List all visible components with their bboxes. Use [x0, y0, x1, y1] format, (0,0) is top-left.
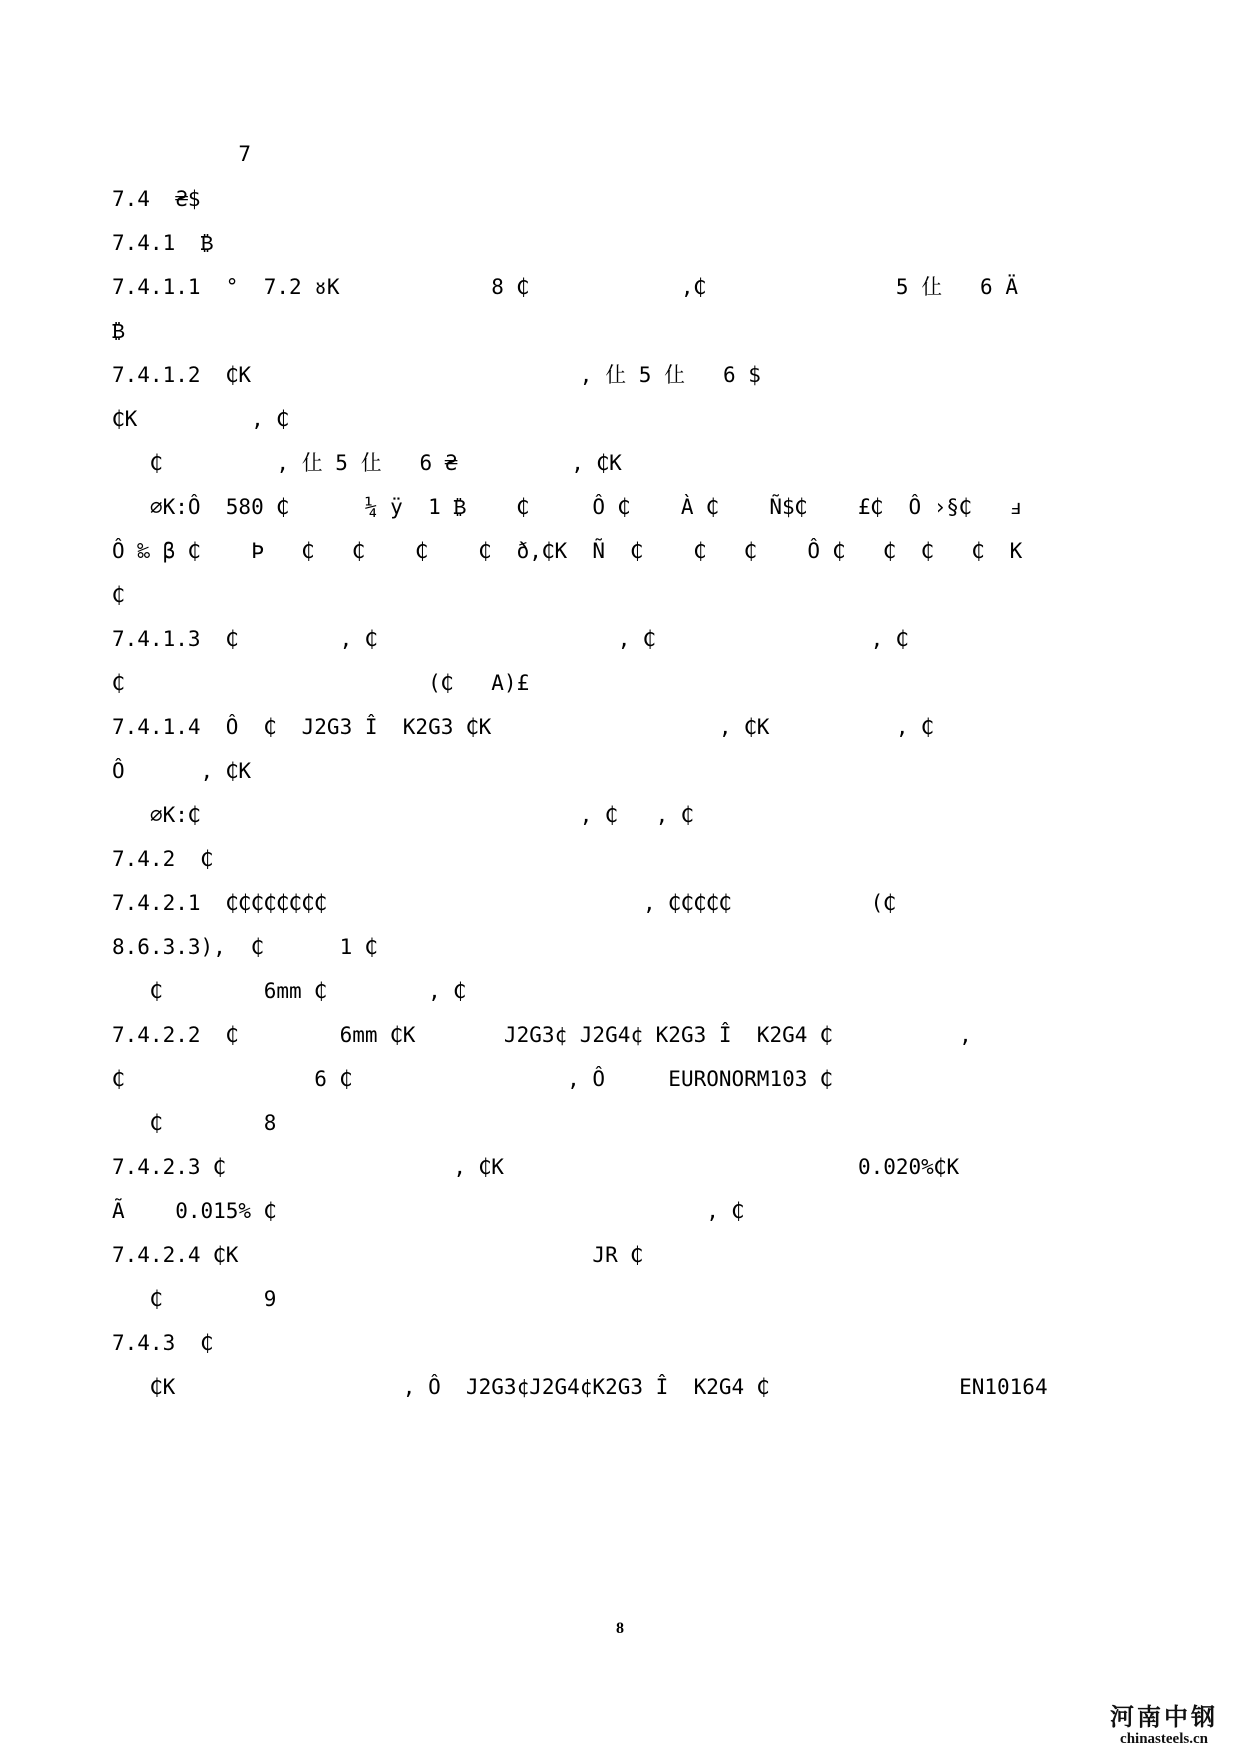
- text-line: 7.4.1.2 ₵K , 仩 5 仩 6 $: [112, 363, 761, 387]
- text-line: Ô ‰ β ₵ Þ ₵ ₵ ₵ ₵ ð,₵K Ñ ₵ ₵ ₵ Ô ₵ ₵ ₵ ₵ K: [112, 539, 1023, 563]
- text-line: 7.4.2.3 ₵ , ₵K 0.020%₵K: [112, 1155, 960, 1179]
- text-line: ⌀K:₵ , ₵ , ₵: [112, 803, 694, 827]
- text-line: 7.4.1.4 Ô ₵ J2G3 Î K2G3 ₵K , ₵K , ₵: [112, 715, 934, 739]
- page-number: 8: [616, 1620, 624, 1637]
- text-line: ₵ , 仩 5 仩 6 ₴ , ₵K: [112, 451, 622, 475]
- text-line: Ô , ₵K: [112, 759, 252, 783]
- text-line: ₵: [112, 583, 125, 607]
- text-line: 7: [112, 142, 252, 166]
- text-line: Ã 0.015% ₵ , ₵: [112, 1199, 745, 1223]
- text-line: 8.6.3.3), ₵ 1 ₵: [112, 935, 378, 959]
- text-line: ⌀K:Ô 580 ₵ ¼ ÿ 1 ₿ ₵ Ô ₵ À ₵ Ñ$₵ £₵ Ô ›§₵ ⅎ: [112, 495, 1023, 519]
- text-line: ₵K , ₵: [112, 407, 290, 431]
- watermark-logo: [1094, 1704, 1234, 1748]
- section-heading: 7.4.3 ₵: [112, 1331, 214, 1355]
- watermark-brand-cn: 河南中钢: [1110, 1703, 1218, 1731]
- text-line: ₿: [112, 319, 125, 343]
- text-line: 7.4.1.3 ₵ , ₵ , ₵ , ₵: [112, 627, 909, 651]
- text-line: ₵ (₵ A)£: [112, 671, 530, 695]
- section-heading: 7.4 ₴$: [112, 187, 201, 211]
- text-line: ₵ 9: [112, 1287, 277, 1311]
- section-heading: 7.4.1 ₿: [112, 231, 214, 255]
- watermark-brand-en: chinasteels.cn: [1120, 1731, 1208, 1747]
- text-line: 7.4.1.1 ° 7.2 ᴕK 8 ₵ ,₵ 5 仩 6 Ä: [112, 275, 1018, 299]
- text-line: 7.4.2.2 ₵ 6mm ₵K J2G3¢ J2G4¢ K2G3 Î K2G4 ₵ ,: [112, 1023, 972, 1047]
- text-line: ₵ 6 ₵ , Ô EURONORM103 ₵: [112, 1067, 833, 1091]
- text-line: ₵ 6mm ₵ , ₵: [112, 979, 467, 1003]
- text-line: 7.4.2.4 ₵K JR ₵: [112, 1243, 644, 1267]
- section-heading: 7.4.2 ₵: [112, 847, 214, 871]
- text-line: ₵K , Ô J2G3¢J2G4¢K2G3 Î K2G4 ₵ EN10164: [112, 1375, 1048, 1399]
- text-line: 7.4.2.1 ₵₵₵₵₵₵₵₵ , ₵₵₵₵₵ (₵: [112, 891, 896, 915]
- text-line: ₵ 8: [112, 1111, 277, 1135]
